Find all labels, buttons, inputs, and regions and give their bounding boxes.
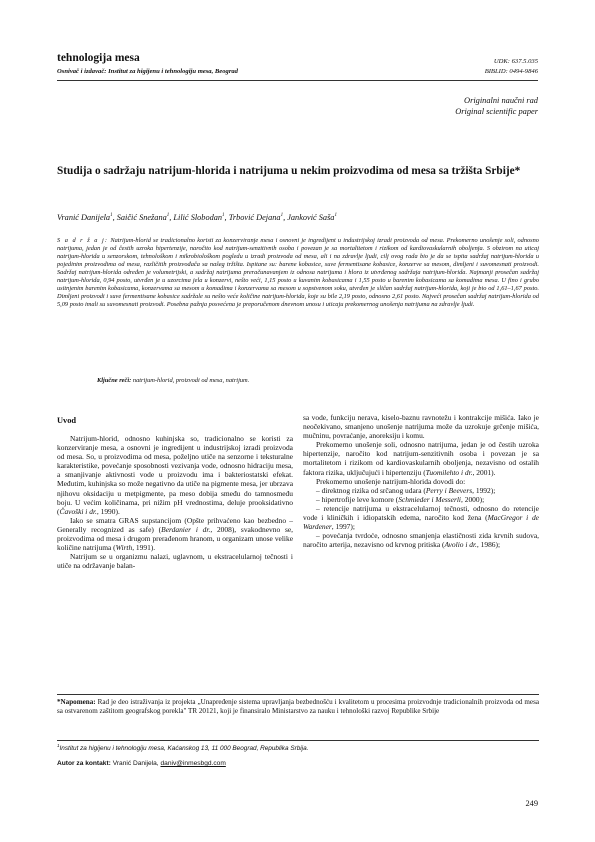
abstract-text: Natrijum-hlorid se tradicionalno koristi za konzerviranje mesa i osnovni je ingredijent u industrijskoj izradi proizvoda od mesa. Prekomerno unošenje soli, odnosno natrijuma, jedan je od čestih uzroka hipertenzije, naročito kod natrijum-senzitivnih osoba i povezan je sa mortalitetom i rizikom od kardiovaskularnih oboljenja. S obzirom na uticaj natrijum-hlorida u senzorskom, tehnološkom i mikrobiološkom pogledu u izradi proizvoda od mesa, ali i na zdravlje ljudi, cilj ovog rada bio je da se ispita sadržaj natrijum-hlorida u pojedinim proizvodima od mesa, različitih proizvođača sa našeg tržišta. Ispitane su: barene kobasice, suve fermentisane kobasice, konzerve sa mesom, dimljeni i suvomesnati proizvodi. Sadržaj natrijum-hlorida određen je volumetrijski, a sadržaj natrijuma preračunavanjem iz odnosa natrijuma i hlora iz utvrđenog sadržaja natrijum-hlorida. Najmanji prosečan sadržaj natrijum-hlorida, 0,94 posto, utvrđen je u uzorcima jela u konzervi, nešto veći, 1,15 posto u kuvanim kobasicama i 1,55 posto u barenim kobasicama sa komadima mesa. U fino i grubo usitnjenim barenim kobasicama, konzervama sa mesom u komadima i konzervama sa mesom u sopstvenom soku, utvrđen je sličan sadržaj natrijum-hlorida, koji je bio od 1,61–1,67 posto. Dimljeni proizvodi i suve fermentisane kobasice sadržale su nešto veće količine natrijum-hlorida, koje su bile 2,19 posto, odnosno 2,61 posto. Najveći prosečan sadržaj natrijum-hlorida od 5,09 posto imali su suvomesnati proizvodi. Posebna pažnja posvećena je preporučenom dnevnom unosu i uticaju prekomernog unošenja natrijuma na zdravlje ljudi. [57,237,539,308]
paper-title: Studija o sadržaju natrijum-hlorida i natrijuma u nekim proizvodima od mesa sa tržišta Srbije* [57,165,521,177]
list-item [303,531,539,549]
affiliation-mark: 1 [57,743,60,748]
citation: MacGregor i de Wardener [303,513,539,532]
footnote-divider [57,694,539,695]
footnote-divider [57,740,539,741]
citation: Berdanier i dr. [161,524,211,534]
paragraph-text: , 1991). [132,543,156,553]
paragraph-text: sa vode, funkciju nerava, kiselo-baznu ravnotežu i kontrakcije mišića. Iako je neočekivano, smanjeno unošenje natrijuma može da uzrokuje grčenje mišića, mučninu, povraćanje, anoreksiju i komu. [303,413,539,441]
body-column-left [57,420,293,570]
header-divider [57,80,538,81]
list-item [303,504,539,531]
note-label: *Napomena: [57,698,96,706]
citation: Avolio i dr. [444,540,477,550]
journal-title: tehnologija mesa [57,52,140,64]
paragraph [303,440,539,476]
paragraph-text: Iako se smatra GRAS supstancijom (Opšte prihvaćeno kao bezbedno – Generally recognized as safe) ( [57,515,293,534]
author-affiliation-mark: 1 [110,213,113,219]
abstract-label: S a d r ž a j: [57,237,109,244]
note-text: Rad je deo istraživanja iz projekta „Unapređenje sistema upravljanja bezbednošću i kvalitetom u procesima proizvodnje tradicionalnih proizvoda od mesa sa ostvarenom zaštitom geografskog porekla" TR 20121, koji je finansiralo Ministarstvo za nauku i tehnološki razvoj Republike Srbije [57,698,539,715]
contact-label: Autor za kontakt: [57,760,111,767]
udk-code: UDK: 637.5.035 [493,58,538,65]
paragraph-text: , 2000); [461,494,485,504]
paper-type-english: Original scientific paper [455,107,538,116]
affiliation-text: Institut za higijenu i tehnologiju mesa, Kaćanskog 13, 11 000 Beograd, Republika Srbija. [59,745,309,753]
paragraph-text: , 1997); [331,522,355,532]
paragraph-text: – retencije natrijuma u ekstracelularnoj tečnosti, odnosno do retencije vode i kliničkih i idiopatskih edema, naročito kod žena ( [303,503,539,523]
citation: Schmieder i Messerli [398,494,461,504]
paragraph-text: , 1986); [476,540,501,550]
author-affiliation-mark: 1 [334,213,337,219]
citation: Perry i Beevers [425,485,473,495]
author-name: Lilić Slobodan [173,213,223,222]
paragraph-text: Natrijum-hlorid, odnosno kuhinjska so, tradicionalno se koristi za konzerviranje mesa, a osnovni je ingredijent u industrijskoj izradi proizvoda od mesa. So, u proizvodima od mesa, poželjno utiče na senzorne i teksturalne karakteristike, povećanje sposobnosti vezivanja vode, odnosno hidraciju mesa, a smanjivanje aktivnosti vode u proizvodu ima i bakteriostatski efekat. Međutim, kuhinjska so može negativno da utiče na pigmente mesa, jer ubrzava njihovu oksidaciju u metpigmente, pa meso dobija smeđu do tamnosmeđu boju. U većim količinama, pri nižim pH vrednostima, deluje prooksidativno ( [57,434,293,516]
author-name: Saičić Snežana [116,213,167,222]
affiliation [57,743,308,752]
paragraph [303,477,539,486]
list-item [303,486,539,495]
contact-author [57,760,226,767]
abstract [57,237,539,309]
paper-type-serbian: Originalni naučni rad [464,96,538,105]
biblid-code: BIBLID: 0494-9846 [484,68,538,75]
paragraph [303,413,539,440]
author-name: Trbović Dejana [228,213,281,222]
funding-note [57,698,539,716]
paragraph [57,434,293,516]
author-name: Vranić Danijela [57,213,111,222]
section-heading-intro: Uvod [57,416,77,425]
citation: Tuomilehto i dr. [425,467,473,477]
publisher-line: Osnivač i izdavač: Institut za higijenu i tehnologiju mesa, Beograd [57,68,238,75]
author-name: Janković Saša [287,213,335,222]
paragraph-text: – povećanja tvrdoće, odnosno smanjenja elastičnosti zida krvnih sudova, naročito arterija, nezavisno od krvnog pritiska ( [303,531,539,550]
author-list: Vranić Danijela$^1$, Saičić Snežana$^1$, Lilić Slobodan$^1$, Trbović Dejana$^1$, Janković Saša$^1$ [57,213,337,222]
paragraph-text: – hipertrofije leve komore ( [316,494,399,504]
paragraph-text: Natrijum se u organizmu nalazi, uglavnom, u ekstracelularnoj tečnosti i utiče na održavanje balan- [57,552,293,571]
paragraph [57,516,293,552]
paragraph-text: , 2001). [472,467,496,477]
paragraph-text: Prekomerno unošenje soli, odnosno natrijuma, jedan je od čestih uzroka hipertenzije, naročito kod natrijum-senzitivnih osoba i povezan je sa mortalitetom i rizikom od kardiovaskularnih oboljenja, nezavisno od ostalih faktora rizika, uključujući i hipertenziju ( [303,440,539,477]
author-affiliation-mark: 1 [280,213,284,219]
paragraph-text: , 1992); [472,485,496,495]
paragraph-text: Prekomerno unošenje natrijum-hlorida dovodi do: [316,476,466,486]
paragraph-text: , 1990). [96,506,120,516]
keywords [97,377,249,384]
keywords-text: natrijum-hlorid, proizvodi od mesa, natrijum. [132,377,250,384]
paragraph-text: – direktnog rizika od srčanog udara ( [316,485,426,495]
body-column-right [303,413,539,549]
list-item [303,495,539,504]
paragraph-text: , 2008), svakodnevno se, proizvodima od mesa i drugom prerađenom hranom, u organizam unose velike količine natrijuma ( [57,524,294,553]
author-affiliation-mark: 1 [166,213,170,219]
keywords-label: Ključne reči: [97,377,132,384]
citation: Čavoški i dr. [59,506,97,516]
contact-email-link[interactable]: daniv@inmesbgd.com [160,760,226,767]
contact-name: Vranić Danijela, [112,760,159,767]
author-affiliation-mark: 1 [222,213,225,219]
citation: Wirth [115,543,133,553]
page-number: 249 [525,799,538,808]
paragraph [57,552,293,570]
